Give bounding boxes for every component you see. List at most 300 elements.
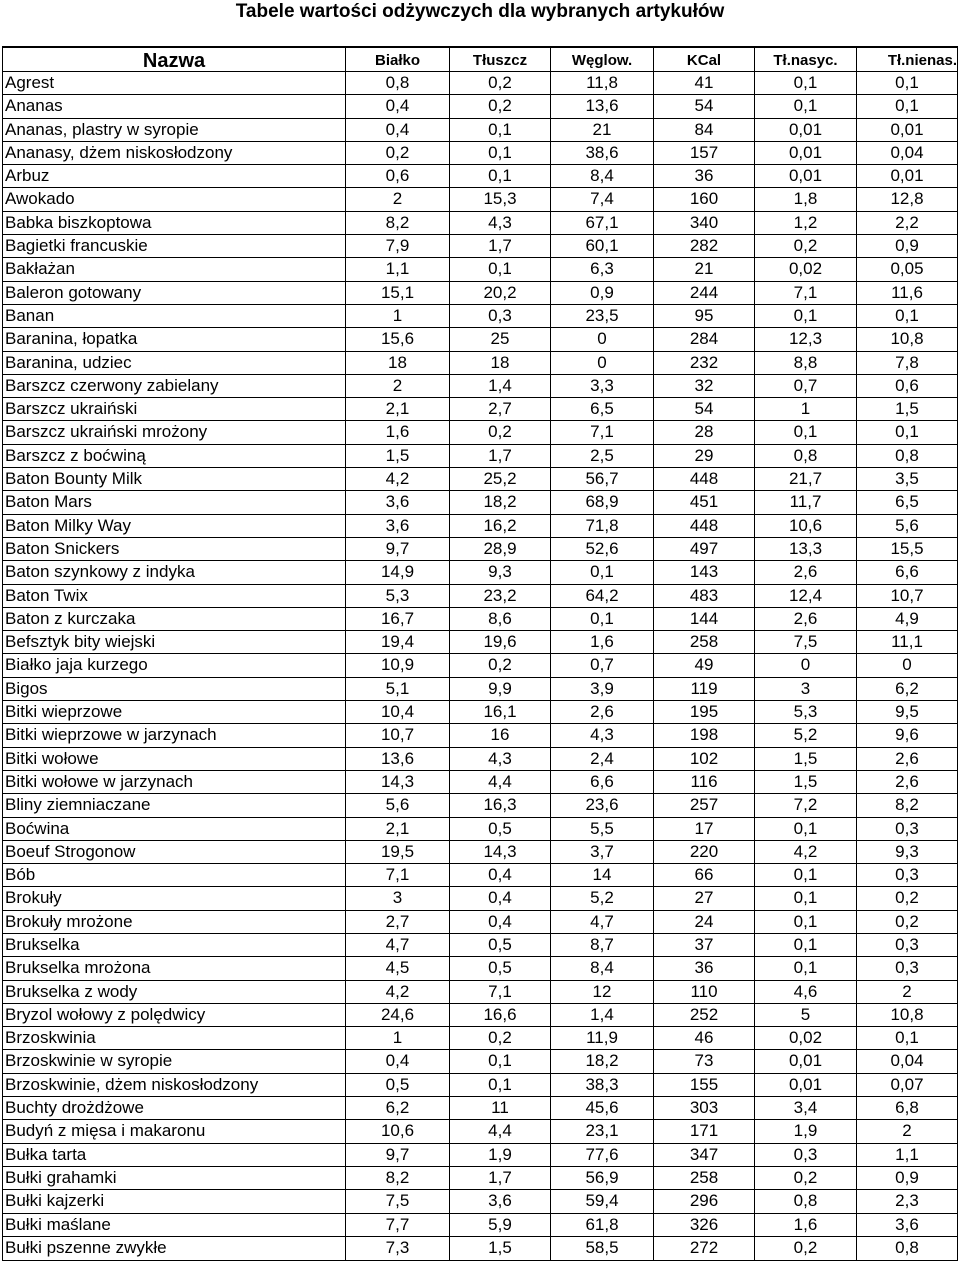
- fat-value: 16,3: [450, 794, 551, 816]
- saturated-fat-value: 5,3: [755, 701, 857, 723]
- saturated-fat-value: 4,2: [755, 841, 857, 863]
- table-row: [3, 631, 957, 654]
- item-name: Brukselka mrożona: [3, 957, 346, 979]
- item-name: Ananas, plastry w syropie: [3, 119, 346, 141]
- carbs-value: 1,4: [551, 1004, 654, 1026]
- item-name: Brzoskwinie, dżem niskosłodzony: [3, 1074, 346, 1096]
- carbs-value: 56,9: [551, 1167, 654, 1189]
- carbs-value: 6,6: [551, 771, 654, 793]
- table-row: [3, 421, 957, 444]
- protein-value: 4,7: [346, 934, 450, 956]
- carbs-value: 56,7: [551, 468, 654, 490]
- protein-value: 3: [346, 887, 450, 909]
- kcal-value: 497: [654, 538, 755, 560]
- unsaturated-fat-value: 0,1: [895, 1028, 919, 1048]
- kcal-value: 144: [654, 608, 755, 630]
- kcal-value: 171: [654, 1120, 755, 1142]
- unsaturated-fat-value: 11,6: [891, 282, 923, 302]
- table-row: [3, 654, 957, 677]
- protein-value: 8,2: [346, 212, 450, 234]
- item-name: Bułki grahamki: [3, 1167, 346, 1189]
- item-name: Baton Mars: [3, 491, 346, 513]
- kcal-value: 66: [654, 864, 755, 886]
- protein-value: 1: [346, 305, 450, 327]
- item-name: Baton szynkowy z indyka: [3, 561, 346, 583]
- kcal-value: 198: [654, 724, 755, 746]
- carbs-value: 18,2: [551, 1050, 654, 1072]
- protein-value: 7,7: [346, 1214, 450, 1236]
- fat-value: 20,2: [450, 282, 551, 304]
- saturated-fat-value: 1: [755, 398, 857, 420]
- carbs-value: 38,3: [551, 1074, 654, 1096]
- saturated-fat-value: 21,7: [755, 468, 857, 490]
- table-row: [3, 445, 957, 468]
- protein-value: 0,5: [346, 1074, 450, 1096]
- unsaturated-fat-value: 10,7: [890, 585, 924, 605]
- unsaturated-fat-value: 0,01: [890, 166, 924, 186]
- kcal-value: 160: [654, 188, 755, 210]
- protein-value: 4,2: [346, 468, 450, 490]
- fat-value: 19,6: [450, 631, 551, 653]
- carbs-value: 77,6: [551, 1144, 654, 1166]
- carbs-value: 7,4: [551, 188, 654, 210]
- fat-value: 11: [450, 1097, 551, 1119]
- carbs-value: 6,3: [551, 258, 654, 280]
- kcal-value: 49: [654, 654, 755, 676]
- table-row: [3, 1190, 957, 1213]
- unsaturated-fat-value: 0,3: [895, 818, 919, 838]
- carbs-value: 64,2: [551, 585, 654, 607]
- table-row: [3, 841, 957, 864]
- fat-value: 1,7: [450, 1167, 551, 1189]
- table-row: [3, 515, 957, 538]
- protein-value: 2,1: [346, 398, 450, 420]
- protein-value: 0,2: [346, 142, 450, 164]
- item-name: Barszcz ukraiński mrożony: [3, 421, 346, 443]
- unsaturated-fat-value: 0,05: [890, 259, 924, 279]
- carbs-value: 1,6: [551, 631, 654, 653]
- item-name: Ananas: [3, 95, 346, 117]
- saturated-fat-value: 0,2: [755, 235, 857, 257]
- protein-value: 6,2: [346, 1097, 450, 1119]
- fat-value: 0,1: [450, 142, 551, 164]
- kcal-value: 257: [654, 794, 755, 816]
- item-name: Brokuły: [3, 887, 346, 909]
- item-name: Bitki wieprzowe w jarzynach: [3, 724, 346, 746]
- carbs-value: 6,5: [551, 398, 654, 420]
- saturated-fat-value: 12,3: [755, 328, 857, 350]
- fat-value: 15,3: [450, 188, 551, 210]
- item-name: Bułki kajzerki: [3, 1190, 346, 1212]
- table-row: [3, 678, 957, 701]
- fat-value: 18,2: [450, 491, 551, 513]
- unsaturated-fat-value: 9,6: [895, 725, 919, 745]
- saturated-fat-value: 1,5: [755, 748, 857, 770]
- saturated-fat-value: 0,1: [755, 934, 857, 956]
- saturated-fat-value: 0,1: [755, 95, 857, 117]
- unsaturated-fat-value: 2,6: [895, 748, 919, 768]
- fat-value: 16,1: [450, 701, 551, 723]
- item-name: Babka biszkoptowa: [3, 212, 346, 234]
- carbs-value: 3,7: [551, 841, 654, 863]
- table-row: [3, 864, 957, 887]
- item-name: Baton Snickers: [3, 538, 346, 560]
- item-name: Boćwina: [3, 818, 346, 840]
- protein-value: 2: [346, 375, 450, 397]
- kcal-value: 84: [654, 119, 755, 141]
- saturated-fat-value: 1,6: [755, 1214, 857, 1236]
- table-row: [3, 608, 957, 631]
- saturated-fat-value: 0,2: [755, 1237, 857, 1260]
- table-row: [3, 585, 957, 608]
- unsaturated-fat-value: 15,5: [890, 538, 924, 558]
- unsaturated-fat-value: 7,8: [895, 352, 919, 372]
- kcal-value: 54: [654, 95, 755, 117]
- protein-value: 13,6: [346, 748, 450, 770]
- fat-value: 1,5: [450, 1237, 551, 1260]
- kcal-value: 24: [654, 911, 755, 933]
- kcal-value: 27: [654, 887, 755, 909]
- kcal-value: 448: [654, 468, 755, 490]
- fat-value: 25: [450, 328, 551, 350]
- unsaturated-fat-value: 6,8: [895, 1098, 919, 1118]
- fat-value: 4,3: [450, 748, 551, 770]
- protein-value: 1: [346, 1027, 450, 1049]
- unsaturated-fat-value: 0,8: [895, 445, 919, 465]
- table-row: [3, 282, 957, 305]
- kcal-value: 36: [654, 957, 755, 979]
- carbs-value: 4,3: [551, 724, 654, 746]
- carbs-value: 52,6: [551, 538, 654, 560]
- carbs-value: 67,1: [551, 212, 654, 234]
- fat-value: 1,9: [450, 1144, 551, 1166]
- saturated-fat-value: 0,1: [755, 421, 857, 443]
- table-row: [3, 1214, 957, 1237]
- kcal-value: 110: [654, 981, 755, 1003]
- table-row: [3, 165, 957, 188]
- saturated-fat-value: 0,1: [755, 305, 857, 327]
- protein-value: 2: [346, 188, 450, 210]
- kcal-value: 258: [654, 631, 755, 653]
- carbs-value: 61,8: [551, 1214, 654, 1236]
- saturated-fat-value: 0,1: [755, 864, 857, 886]
- item-name: Brokuły mrożone: [3, 911, 346, 933]
- unsaturated-fat-value: 2: [902, 1121, 912, 1141]
- item-name: Bakłażan: [3, 258, 346, 280]
- kcal-value: 347: [654, 1144, 755, 1166]
- carbs-value: 7,1: [551, 421, 654, 443]
- kcal-value: 36: [654, 165, 755, 187]
- unsaturated-fat-value: 2: [902, 981, 912, 1001]
- fat-value: 0,4: [450, 864, 551, 886]
- carbs-value: 8,4: [551, 165, 654, 187]
- fat-value: 5,9: [450, 1214, 551, 1236]
- kcal-value: 272: [654, 1237, 755, 1260]
- kcal-value: 284: [654, 328, 755, 350]
- kcal-value: 451: [654, 491, 755, 513]
- unsaturated-fat-value: 0,9: [895, 236, 919, 256]
- fat-value: 25,2: [450, 468, 551, 490]
- unsaturated-fat-value: 2,6: [895, 771, 919, 791]
- fat-value: 0,4: [450, 911, 551, 933]
- kcal-value: 46: [654, 1027, 755, 1049]
- carbs-value: 0,9: [551, 282, 654, 304]
- kcal-value: 28: [654, 421, 755, 443]
- saturated-fat-value: 0,1: [755, 887, 857, 909]
- fat-value: 0,2: [450, 72, 551, 94]
- column-header-name: Nazwa: [3, 48, 346, 71]
- saturated-fat-value: 5: [755, 1004, 857, 1026]
- saturated-fat-value: 4,6: [755, 981, 857, 1003]
- protein-value: 5,3: [346, 585, 450, 607]
- saturated-fat-value: 12,4: [755, 585, 857, 607]
- item-name: Arbuz: [3, 165, 346, 187]
- carbs-value: 60,1: [551, 235, 654, 257]
- unsaturated-fat-value: 0,1: [895, 422, 919, 442]
- saturated-fat-value: 11,7: [755, 491, 857, 513]
- protein-value: 15,1: [346, 282, 450, 304]
- table-row: [3, 375, 957, 398]
- saturated-fat-value: 8,8: [755, 352, 857, 374]
- carbs-value: 23,5: [551, 305, 654, 327]
- table-row: [3, 468, 957, 491]
- table-row: [3, 957, 957, 980]
- table-row: [3, 1097, 957, 1120]
- carbs-value: 5,2: [551, 887, 654, 909]
- item-name: Brzoskwinie w syropie: [3, 1050, 346, 1072]
- fat-value: 1,4: [450, 375, 551, 397]
- fat-value: 0,2: [450, 654, 551, 676]
- table-row: [3, 561, 957, 584]
- item-name: Bitki wieprzowe: [3, 701, 346, 723]
- carbs-value: 2,5: [551, 445, 654, 467]
- fat-value: 3,6: [450, 1190, 551, 1212]
- kcal-value: 29: [654, 445, 755, 467]
- item-name: Boeuf Strogonow: [3, 841, 346, 863]
- item-name: Białko jaja kurzego: [3, 654, 346, 676]
- item-name: Brzoskwinia: [3, 1027, 346, 1049]
- kcal-value: 32: [654, 375, 755, 397]
- saturated-fat-value: 0,01: [755, 119, 857, 141]
- kcal-value: 195: [654, 701, 755, 723]
- saturated-fat-value: 0,8: [755, 1190, 857, 1212]
- table-row: [3, 887, 957, 910]
- table-row: [3, 538, 957, 561]
- item-name: Barszcz z boćwiną: [3, 445, 346, 467]
- carbs-value: 71,8: [551, 515, 654, 537]
- protein-value: 0,8: [346, 72, 450, 94]
- protein-value: 2,7: [346, 911, 450, 933]
- fat-value: 0,5: [450, 957, 551, 979]
- table-row: [3, 1004, 957, 1027]
- column-header-saturated-fat: Tł.nasyc.: [755, 48, 857, 71]
- table-row: [3, 142, 957, 165]
- protein-value: 8,2: [346, 1167, 450, 1189]
- fat-value: 9,3: [450, 561, 551, 583]
- saturated-fat-value: 0,01: [755, 142, 857, 164]
- kcal-value: 448: [654, 515, 755, 537]
- saturated-fat-value: 0,2: [755, 1167, 857, 1189]
- unsaturated-fat-value: 10,8: [890, 1004, 924, 1024]
- carbs-value: 38,6: [551, 142, 654, 164]
- kcal-value: 102: [654, 748, 755, 770]
- table-row: [3, 748, 957, 771]
- table-row: [3, 72, 957, 95]
- item-name: Barszcz czerwony zabielany: [3, 375, 346, 397]
- unsaturated-fat-value: 0,3: [895, 958, 919, 978]
- carbs-value: 4,7: [551, 911, 654, 933]
- table-row: [3, 258, 957, 281]
- table-row: [3, 818, 957, 841]
- carbs-value: 45,6: [551, 1097, 654, 1119]
- kcal-value: 73: [654, 1050, 755, 1072]
- saturated-fat-value: 0,1: [755, 72, 857, 94]
- fat-value: 14,3: [450, 841, 551, 863]
- kcal-value: 143: [654, 561, 755, 583]
- saturated-fat-value: 2,6: [755, 561, 857, 583]
- carbs-value: 21: [551, 119, 654, 141]
- carbs-value: 14: [551, 864, 654, 886]
- saturated-fat-value: 1,9: [755, 1120, 857, 1142]
- protein-value: 5,1: [346, 678, 450, 700]
- carbs-value: 0: [551, 352, 654, 374]
- fat-value: 0,1: [450, 258, 551, 280]
- carbs-value: 0: [551, 328, 654, 350]
- kcal-value: 119: [654, 678, 755, 700]
- saturated-fat-value: 1,2: [755, 212, 857, 234]
- unsaturated-fat-value: 0,1: [895, 73, 919, 92]
- unsaturated-fat-value: 0,9: [895, 1167, 919, 1187]
- item-name: Awokado: [3, 188, 346, 210]
- protein-value: 16,7: [346, 608, 450, 630]
- saturated-fat-value: 7,1: [755, 282, 857, 304]
- carbs-value: 11,8: [551, 72, 654, 94]
- protein-value: 1,1: [346, 258, 450, 280]
- saturated-fat-value: 0,1: [755, 911, 857, 933]
- kcal-value: 303: [654, 1097, 755, 1119]
- fat-value: 18: [450, 352, 551, 374]
- kcal-value: 155: [654, 1074, 755, 1096]
- protein-value: 0,4: [346, 119, 450, 141]
- carbs-value: 3,3: [551, 375, 654, 397]
- table-row: [3, 981, 957, 1004]
- protein-value: 0,4: [346, 1050, 450, 1072]
- unsaturated-fat-value: 3,6: [895, 1214, 919, 1234]
- table-row: [3, 1120, 957, 1143]
- column-header-protein: Białko: [346, 48, 450, 71]
- fat-value: 16,2: [450, 515, 551, 537]
- item-name: Bułki maślane: [3, 1214, 346, 1236]
- kcal-value: 17: [654, 818, 755, 840]
- fat-value: 1,7: [450, 445, 551, 467]
- page-title: Tabele wartości odżywczych dla wybranych artykułów: [235, 1, 725, 22]
- carbs-value: 0,1: [551, 561, 654, 583]
- fat-value: 23,2: [450, 585, 551, 607]
- unsaturated-fat-value: 9,3: [895, 841, 919, 861]
- fat-value: 1,7: [450, 235, 551, 257]
- protein-value: 7,9: [346, 235, 450, 257]
- item-name: Agrest: [3, 72, 346, 94]
- carbs-value: 8,7: [551, 934, 654, 956]
- table-row: [3, 934, 957, 957]
- kcal-value: 296: [654, 1190, 755, 1212]
- table-row: [3, 188, 957, 211]
- saturated-fat-value: 2,6: [755, 608, 857, 630]
- table-header: [3, 48, 957, 72]
- carbs-value: 2,4: [551, 748, 654, 770]
- table-row: [3, 119, 957, 142]
- protein-value: 10,7: [346, 724, 450, 746]
- kcal-value: 41: [654, 72, 755, 94]
- unsaturated-fat-value: 12,8: [890, 189, 924, 209]
- fat-value: 9,9: [450, 678, 551, 700]
- item-name: Brukselka z wody: [3, 981, 346, 1003]
- unsaturated-fat-value: 0,1: [895, 96, 919, 116]
- saturated-fat-value: 0,1: [755, 818, 857, 840]
- kcal-value: 116: [654, 771, 755, 793]
- fat-value: 4,4: [450, 1120, 551, 1142]
- item-name: Banan: [3, 305, 346, 327]
- kcal-value: 95: [654, 305, 755, 327]
- unsaturated-fat-value: 0,1: [895, 305, 919, 325]
- table-row: [3, 212, 957, 235]
- unsaturated-fat-value: 0,3: [895, 934, 919, 954]
- table-row: [3, 305, 957, 328]
- saturated-fat-value: 10,6: [755, 515, 857, 537]
- unsaturated-fat-value: 0,2: [895, 888, 919, 908]
- carbs-value: 58,5: [551, 1237, 654, 1260]
- protein-value: 1,6: [346, 421, 450, 443]
- item-name: Bułki pszenne zwykłe: [3, 1237, 346, 1260]
- fat-value: 0,1: [450, 119, 551, 141]
- carbs-value: 12: [551, 981, 654, 1003]
- kcal-value: 258: [654, 1167, 755, 1189]
- table-row: [3, 398, 957, 421]
- kcal-value: 37: [654, 934, 755, 956]
- unsaturated-fat-value: 2,3: [895, 1191, 919, 1211]
- carbs-value: 23,6: [551, 794, 654, 816]
- fat-value: 16,6: [450, 1004, 551, 1026]
- nutrition-table: [2, 46, 958, 1261]
- saturated-fat-value: 3: [755, 678, 857, 700]
- unsaturated-fat-value: 0,8: [895, 1237, 919, 1257]
- fat-value: 0,2: [450, 1027, 551, 1049]
- saturated-fat-value: 0,02: [755, 1027, 857, 1049]
- saturated-fat-value: 0,1: [755, 957, 857, 979]
- kcal-value: 232: [654, 352, 755, 374]
- carbs-value: 59,4: [551, 1190, 654, 1212]
- kcal-value: 340: [654, 212, 755, 234]
- fat-value: 0,1: [450, 165, 551, 187]
- fat-value: 4,4: [450, 771, 551, 793]
- unsaturated-fat-value: 0,07: [890, 1074, 924, 1094]
- kcal-value: 220: [654, 841, 755, 863]
- unsaturated-fat-value: 4,9: [895, 608, 919, 628]
- column-header-kcal: KCal: [654, 48, 755, 71]
- kcal-value: 483: [654, 585, 755, 607]
- unsaturated-fat-value: 5,6: [895, 515, 919, 535]
- item-name: Budyń z mięsa i makaronu: [3, 1120, 346, 1142]
- item-name: Buchty drożdżowe: [3, 1097, 346, 1119]
- saturated-fat-value: 0: [755, 654, 857, 676]
- saturated-fat-value: 7,2: [755, 794, 857, 816]
- table-row: [3, 491, 957, 514]
- saturated-fat-value: 0,02: [755, 258, 857, 280]
- kcal-value: 252: [654, 1004, 755, 1026]
- saturated-fat-value: 13,3: [755, 538, 857, 560]
- unsaturated-fat-value: 0,6: [895, 375, 919, 395]
- table-row: [3, 95, 957, 118]
